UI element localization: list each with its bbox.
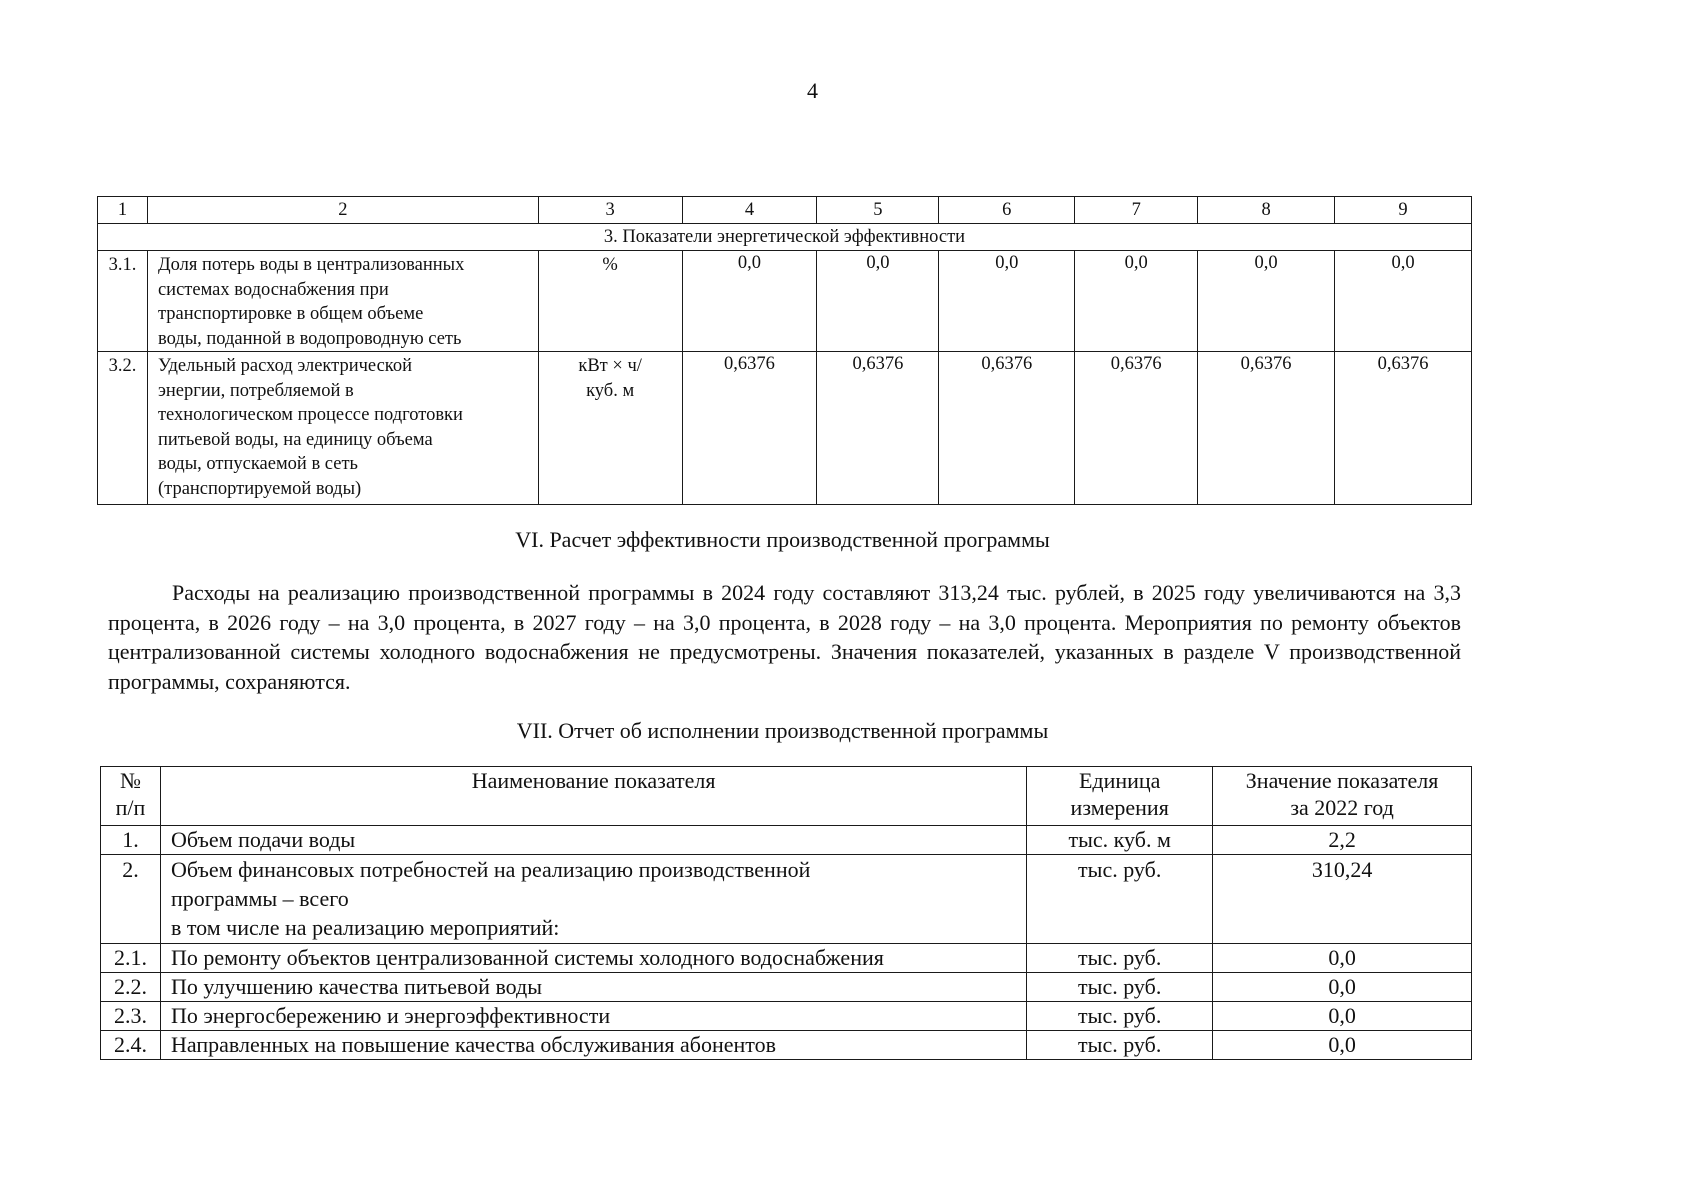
value-cell: 0,6376 [1198,352,1335,505]
row-number: 2.2. [101,973,161,1002]
indicator-name [160,855,1026,944]
row-number: 2. [101,855,161,944]
unit-cell: тыс. куб. м [1027,826,1213,855]
indicator-name: Объем подачи воды [160,826,1026,855]
row-number: 3.1. [98,251,148,352]
value-cell: 0,6376 [682,352,817,505]
column-number: 6 [939,197,1075,224]
value-cell: 0,0 [682,251,817,352]
indicator-name-line: воды, поданной в водопроводную сеть [157,328,462,349]
indicator-name [147,352,538,505]
table-row [98,251,1472,352]
unit-line: кВт × ч/ [578,356,642,376]
column-number: 4 [682,197,817,224]
section-title: 3. Показатели энергетической эффективности [98,224,1472,251]
header-line: № [119,768,141,793]
header-num [101,767,161,826]
energy-efficiency-table [97,196,1472,505]
header-line: за 2022 год [1290,795,1394,820]
value-cell: 0,0 [1075,251,1198,352]
section-heading: VII. Отчет об исполнении производственной программы [516,718,1049,743]
page-number: 4 [807,78,818,103]
unit-cell: тыс. руб. [1027,1031,1213,1060]
indicator-name-line: программы – всего [170,886,349,911]
value-cell: 0,0 [817,251,939,352]
body-paragraph: Расходы на реализацию производственной программы в 2024 году составляют 313,24 тыс. рублей, в 2025 году увеличиваются на 3,3 процента, в 2026 году – на 3,0 процента, в 2027 году – на 3,0 процента, в 2028 году – на 3,0 процента. Мероприятия по ремонту объектов централизованной системы холодного водоснабжения не предусмотрены. Значения показателей, указанных в разделе V производственной программы, сохраняются. [108,580,1461,694]
indicator-name [147,251,538,352]
unit-line: куб. м [586,380,635,401]
header-value [1213,767,1472,826]
table-row [101,1031,1472,1060]
column-number-row [98,197,1472,224]
row-number: 2.1. [101,944,161,973]
row-number: 3.2. [98,352,148,505]
indicator-name-line: воды, отпускаемой в сеть [157,454,358,474]
value-cell: 0,0 [1213,1031,1472,1060]
indicator-name-line: технологическом процессе подготовки [157,405,463,425]
value-cell: 0,6376 [939,352,1075,505]
value-cell: 0,0 [1213,973,1472,1002]
value-cell: 0,0 [1335,251,1472,352]
value-cell: 0,6376 [817,352,939,505]
value-cell: 310,24 [1213,855,1472,944]
row-number: 1. [101,826,161,855]
column-number: 5 [817,197,939,224]
unit-cell: тыс. руб. [1027,973,1213,1002]
value-cell: 2,2 [1213,826,1472,855]
indicator-name: Направленных на повышение качества обслуживания абонентов [160,1031,1026,1060]
indicator-name: По ремонту объектов централизованной системы холодного водоснабжения [160,944,1026,973]
indicator-name-line: в том числе на реализацию мероприятий: [170,915,560,940]
value-cell: 0,0 [1213,944,1472,973]
value-cell: 0,6376 [1075,352,1198,505]
column-number: 7 [1075,197,1198,224]
header-line: Значение показателя [1245,768,1439,793]
table-row [101,1002,1472,1031]
indicator-name-line: Объем финансовых потребностей на реализацию производственной [170,857,811,882]
header-row [101,767,1472,826]
column-number: 1 [98,197,148,224]
table-row [101,944,1472,973]
table-row [101,973,1472,1002]
value-cell: 0,0 [1213,1002,1472,1031]
indicator-name-line: Доля потерь воды в централизованных [157,255,465,275]
program-report-table [100,766,1472,1060]
header-name: Наименование показателя [160,767,1026,826]
unit-cell: тыс. руб. [1027,855,1213,944]
section-heading: VI. Расчет эффективности производственной программы [515,527,1050,552]
header-line: Единица [1078,768,1161,793]
column-number: 9 [1335,197,1472,224]
value-cell: 0,6376 [1335,352,1472,505]
indicator-name-line: системах водоснабжения при [157,279,389,300]
indicator-name-line: Удельный расход электрической [157,356,412,376]
unit-line: % [602,255,618,275]
row-number: 2.4. [101,1031,161,1060]
header-line: п/п [115,795,146,820]
header-line: измерения [1070,795,1169,820]
row-number: 2.3. [101,1002,161,1031]
unit-cell: тыс. руб. [1027,1002,1213,1031]
header-unit [1027,767,1213,826]
table-row [101,855,1472,944]
indicator-name-line: (транспортируемой воды) [157,478,362,499]
unit-cell [538,251,682,352]
section-row [98,224,1472,251]
table-row [101,826,1472,855]
column-number: 3 [538,197,682,224]
value-cell: 0,0 [939,251,1075,352]
column-number: 2 [147,197,538,224]
indicator-name: По энергосбережению и энергоэффективности [160,1002,1026,1031]
indicator-name-line: энергии, потребляемой в [157,380,354,401]
table-row [98,352,1472,505]
indicator-name: По улучшению качества питьевой воды [160,973,1026,1002]
column-number: 8 [1198,197,1335,224]
unit-cell: тыс. руб. [1027,944,1213,973]
indicator-name-line: транспортировке в общем объеме [157,304,424,324]
value-cell: 0,0 [1198,251,1335,352]
indicator-name-line: питьевой воды, на единицу объема [157,429,433,450]
unit-cell [538,352,682,505]
